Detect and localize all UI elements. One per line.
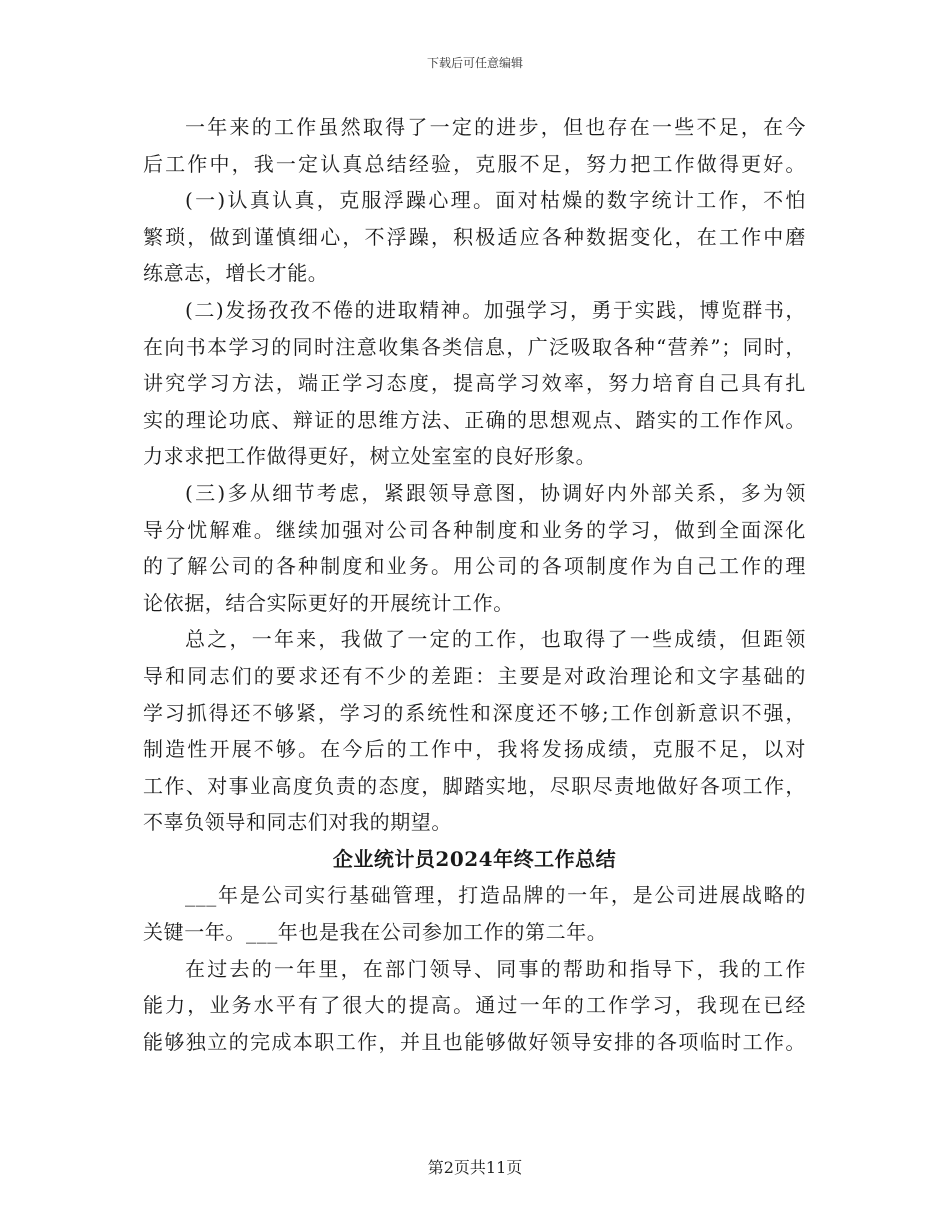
text-line: 练意志，增长才能。 — [143, 261, 329, 286]
text-line: 的了解公司的各种制度和业务。用公司的各项制度作为自己工作的理 — [143, 554, 806, 579]
text-line: 学习抓得还不够紧，学习的系统性和深度还不够;工作创新意识不强， — [143, 700, 806, 725]
document-body — [143, 109, 806, 1060]
section-1 — [143, 109, 806, 841]
text-line: 在过去的一年里，在部门领导、同事的帮助和指导下，我的工作 — [185, 956, 806, 981]
text-line: 能力，业务水平有了很大的提高。通过一年的工作学习，我现在已经 — [143, 993, 806, 1018]
text-line: 不辜负领导和同志们对我的期望。 — [143, 810, 452, 835]
text-line: ___年是公司实行基础管理，打造品牌的一年，是公司进展战略的 — [185, 883, 806, 908]
text-line: 关键一年。___年也是我在公司参加工作的第二年。 — [143, 920, 608, 945]
text-line: 论依据，结合实际更好的开展统计工作。 — [143, 590, 514, 615]
text-line: 导分忧解难。继续加强对公司各种制度和业务的学习，做到全面深化 — [143, 517, 806, 542]
section-title: 企业统计员2024年终工作总结 — [332, 846, 617, 871]
text-line: 讲究学习方法，端正学习态度，提高学习效率，努力培育自己具有扎 — [143, 371, 806, 396]
text-line: 导和同志们的要求还有不少的差距：主要是对政治理论和文字基础的 — [143, 663, 806, 688]
text-line: (二)发扬孜孜不倦的进取精神。加强学习，勇于实践，博览群书， — [185, 297, 806, 322]
text-line: 力求求把工作做得更好，树立处室室的良好形象。 — [143, 444, 597, 469]
text-line: 能够独立的完成本职工作，并且也能够做好领导安排的各项临时工作。 — [143, 1029, 806, 1054]
text-line: 繁琐，做到谨慎细心，不浮躁，积极适应各种数据变化，在工作中磨 — [143, 224, 806, 249]
page-footer: 第2页共11页 — [427, 1158, 523, 1177]
text-line: 工作、对事业高度负责的态度，脚踏实地，尽职尽责地做好各项工作， — [143, 773, 806, 798]
text-line: 制造性开展不够。在今后的工作中，我将发扬成绩，克服不足，以对 — [143, 737, 806, 762]
page-header: 下载后可任意编辑 — [426, 56, 523, 70]
section-2 — [143, 877, 806, 1060]
text-line: 实的理论功底、辩证的思维方法、正确的思想观点、踏实的工作作风。 — [143, 407, 806, 432]
text-line: 总之，一年来，我做了一定的工作，也取得了一些成绩，但距领 — [185, 627, 806, 652]
text-line: 在向书本学习的同时注意收集各类信息，广泛吸取各种“营养”；同时， — [143, 334, 806, 359]
text-line: 后工作中，我一定认真总结经验，克服不足，努力把工作做得更好。 — [143, 151, 806, 176]
text-line: (一)认真认真，克服浮躁心理。面对枯燥的数字统计工作，不怕 — [185, 188, 806, 213]
text-line: 一年来的工作虽然取得了一定的进步，但也存在一些不足，在今 — [185, 115, 806, 139]
text-line: (三)多从细节考虑，紧跟领导意图，协调好内外部关系，多为领 — [185, 480, 806, 505]
